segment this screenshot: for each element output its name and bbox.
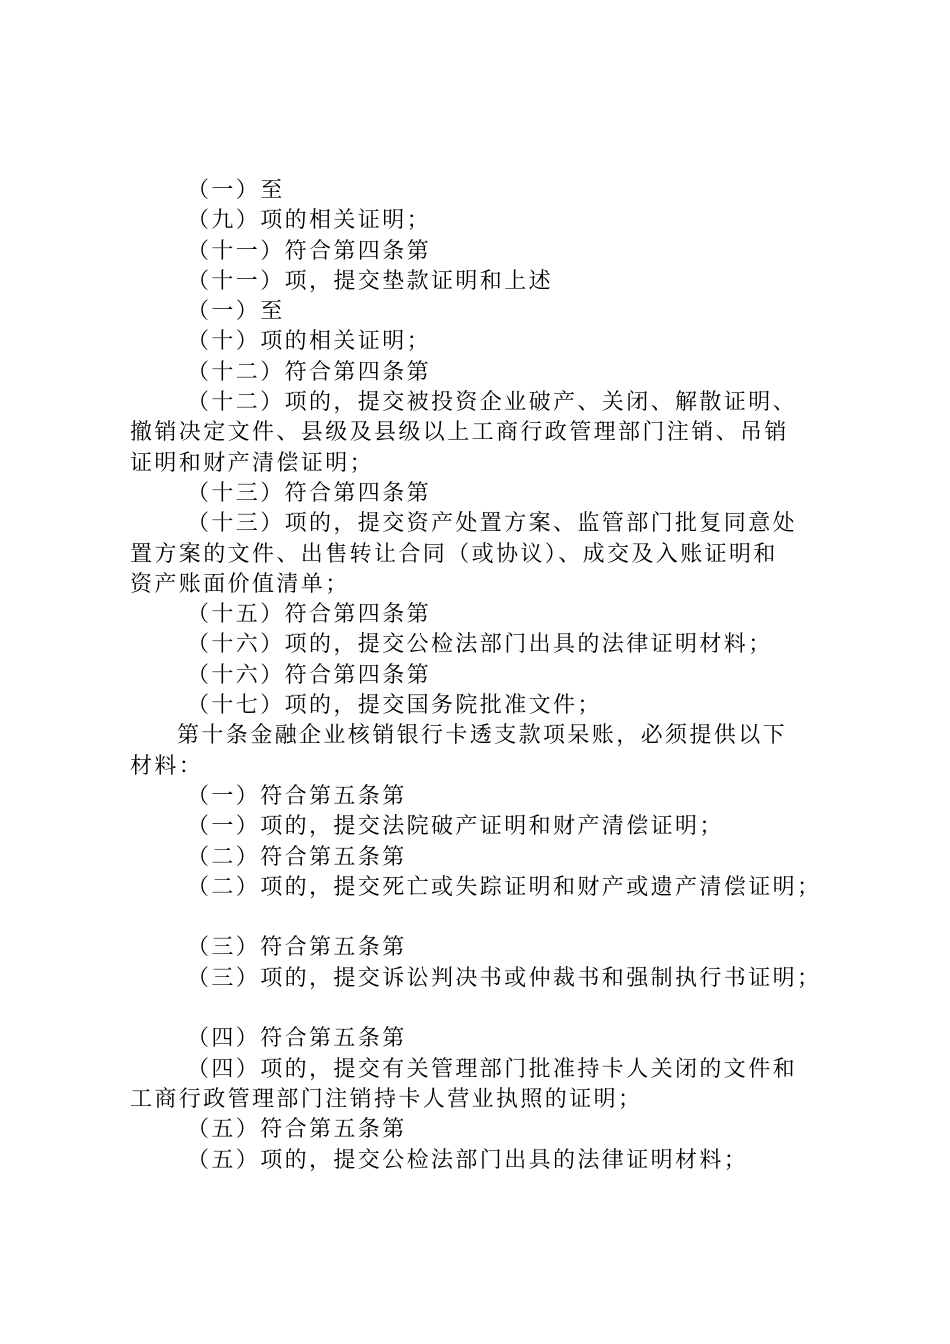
text-line: （一）项的，提交法院破产证明和财产清偿证明；: [187, 814, 724, 840]
text-line: （三）项的，提交诉讼判决书或仲裁书和强制执行书证明；: [187, 965, 822, 991]
text-line: （五）符合第五条第: [187, 1117, 407, 1143]
text-line: （十）项的相关证明；: [187, 329, 432, 355]
text-line: （十三）符合第四条第: [187, 480, 432, 506]
text-line: （十六）符合第四条第: [187, 662, 432, 688]
text-line: （十一）符合第四条第: [187, 238, 432, 264]
text-line: 材料：: [130, 753, 204, 779]
document-body: [130, 176, 835, 1176]
text-line: （五）项的，提交公检法部门出具的法律证明材料；: [187, 1147, 749, 1173]
text-line: （四）项的，提交有关管理部门批准持卡人关闭的文件和: [187, 1056, 798, 1082]
text-line: （一）至: [187, 178, 285, 203]
text-line: （三）符合第五条第: [187, 935, 407, 961]
text-line: （一）至: [187, 299, 285, 325]
text-line: 第十条金融企业核销银行卡透支款项呆账，必须提供以下: [177, 723, 788, 749]
text-line: （一）符合第五条第: [187, 783, 407, 809]
text-line: （二）符合第五条第: [187, 844, 407, 870]
text-line: （十二）项的，提交被投资企业破产、关闭、解散证明、: [187, 390, 798, 416]
blank-line: [130, 994, 835, 1024]
text-line: （九）项的相关证明；: [187, 208, 432, 234]
text-line: 资产账面价值清单；: [130, 571, 350, 597]
text-line: 证明和财产清偿证明；: [130, 450, 375, 476]
text-line: 撤销决定文件、县级及县级以上工商行政管理部门注销、吊销: [130, 420, 789, 446]
text-line: （十六）项的，提交公检法部门出具的法律证明材料；: [187, 632, 773, 658]
text-line: （四）符合第五条第: [187, 1026, 407, 1052]
blank-line: [130, 903, 835, 933]
text-line: （十七）项的，提交国务院批准文件；: [187, 693, 602, 719]
text-line: （二）项的，提交死亡或失踪证明和财产或遗产清偿证明；: [187, 874, 822, 900]
text-line: （十五）符合第四条第: [187, 602, 432, 628]
text-line: 工商行政管理部门注销持卡人营业执照的证明；: [130, 1086, 643, 1112]
text-line: 置方案的文件、出售转让合同（或协议）、成交及入账证明和: [130, 541, 778, 567]
text-line: （十一）项，提交垫款证明和上述: [187, 268, 554, 294]
text-line: （十二）符合第四条第: [187, 359, 432, 385]
text-line: （十三）项的，提交资产处置方案、监管部门批复同意处: [187, 511, 798, 537]
